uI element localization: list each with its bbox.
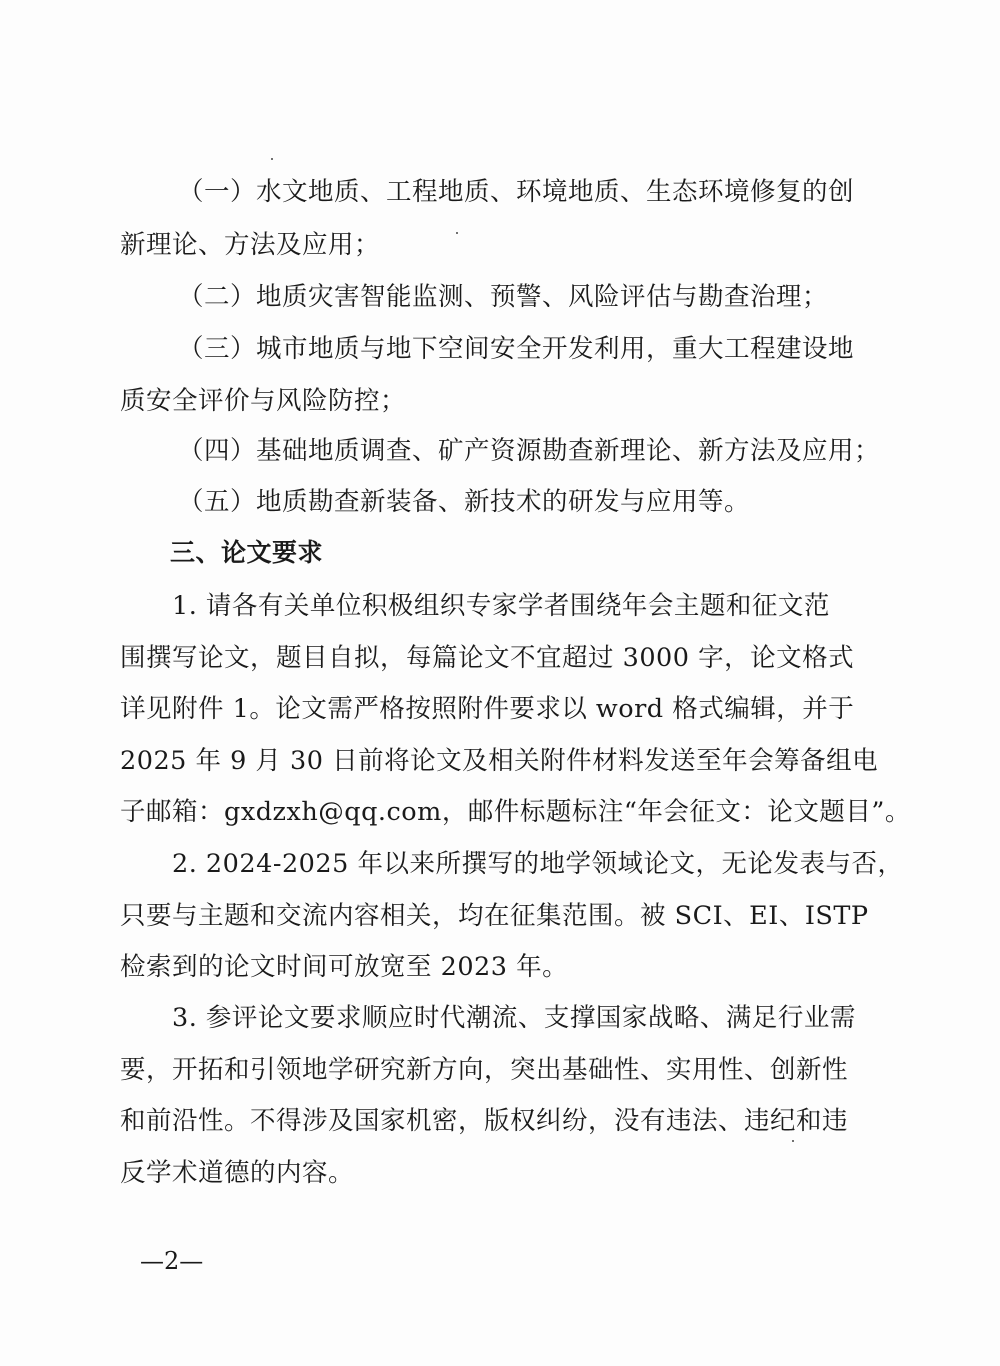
scan-speck (792, 1140, 794, 1142)
text-line-item-1: （一）水文地质、工程地质、环境地质、生态环境修复的创 (178, 177, 855, 207)
text-line-req-1-cont-3: 2025 年 9 月 30 日前将论文及相关附件材料发送至年会筹备组电 (120, 746, 879, 776)
text-line-req-3-cont-3: 反学术道德的内容。 (120, 1158, 355, 1188)
text-line-item-2: （二）地质灾害智能监测、预警、风险评估与勘查治理； (178, 282, 829, 312)
scan-speck (271, 158, 273, 160)
text-line-req-1-cont-4: 子邮箱：gxdzxh@qq.com，邮件标题标注“年会征文：论文题目”。 (120, 797, 911, 827)
text-line-item-1-cont: 新理论、方法及应用； (120, 230, 381, 260)
text-line-item-5: （五）地质勘查新装备、新技术的研发与应用等。 (178, 487, 751, 517)
scan-speck (456, 232, 458, 234)
text-line-req-3-cont-1: 要，开拓和引领地学研究新方向，突出基础性、实用性、创新性 (120, 1055, 849, 1085)
text-line-req-3-cont-2: 和前沿性。不得涉及国家机密，版权纠纷，没有违法、违纪和违 (120, 1106, 849, 1136)
text-line-req-2-cont-2: 检索到的论文时间可放宽至 2023 年。 (120, 952, 569, 982)
text-line-req-2: 2. 2024-2025 年以来所撰写的地学领域论文，无论发表与否， (172, 849, 904, 879)
section-heading: 三、论文要求 (170, 538, 324, 567)
text-line-req-1-cont-1: 围撰写论文，题目自拟，每篇论文不宜超过 3000 字，论文格式 (120, 643, 855, 673)
page-number: —2— (140, 1247, 204, 1275)
text-line-item-3-cont: 质安全评价与风险防控； (120, 386, 407, 416)
text-line-item-4: （四）基础地质调查、矿产资源勘查新理论、新方法及应用； (178, 436, 881, 466)
text-line-item-3: （三）城市地质与地下空间安全开发利用，重大工程建设地 (178, 334, 855, 364)
text-line-req-1-cont-2: 详见附件 1。论文需严格按照附件要求以 word 格式编辑，并于 (120, 694, 855, 724)
text-line-req-2-cont-1: 只要与主题和交流内容相关，均在征集范围。被 SCI、EI、ISTP (120, 901, 869, 931)
text-line-req-1: 1. 请各有关单位积极组织专家学者围绕年会主题和征文范 (172, 591, 830, 621)
text-line-req-3: 3. 参评论文要求顺应时代潮流、支撑国家战略、满足行业需 (172, 1003, 856, 1033)
